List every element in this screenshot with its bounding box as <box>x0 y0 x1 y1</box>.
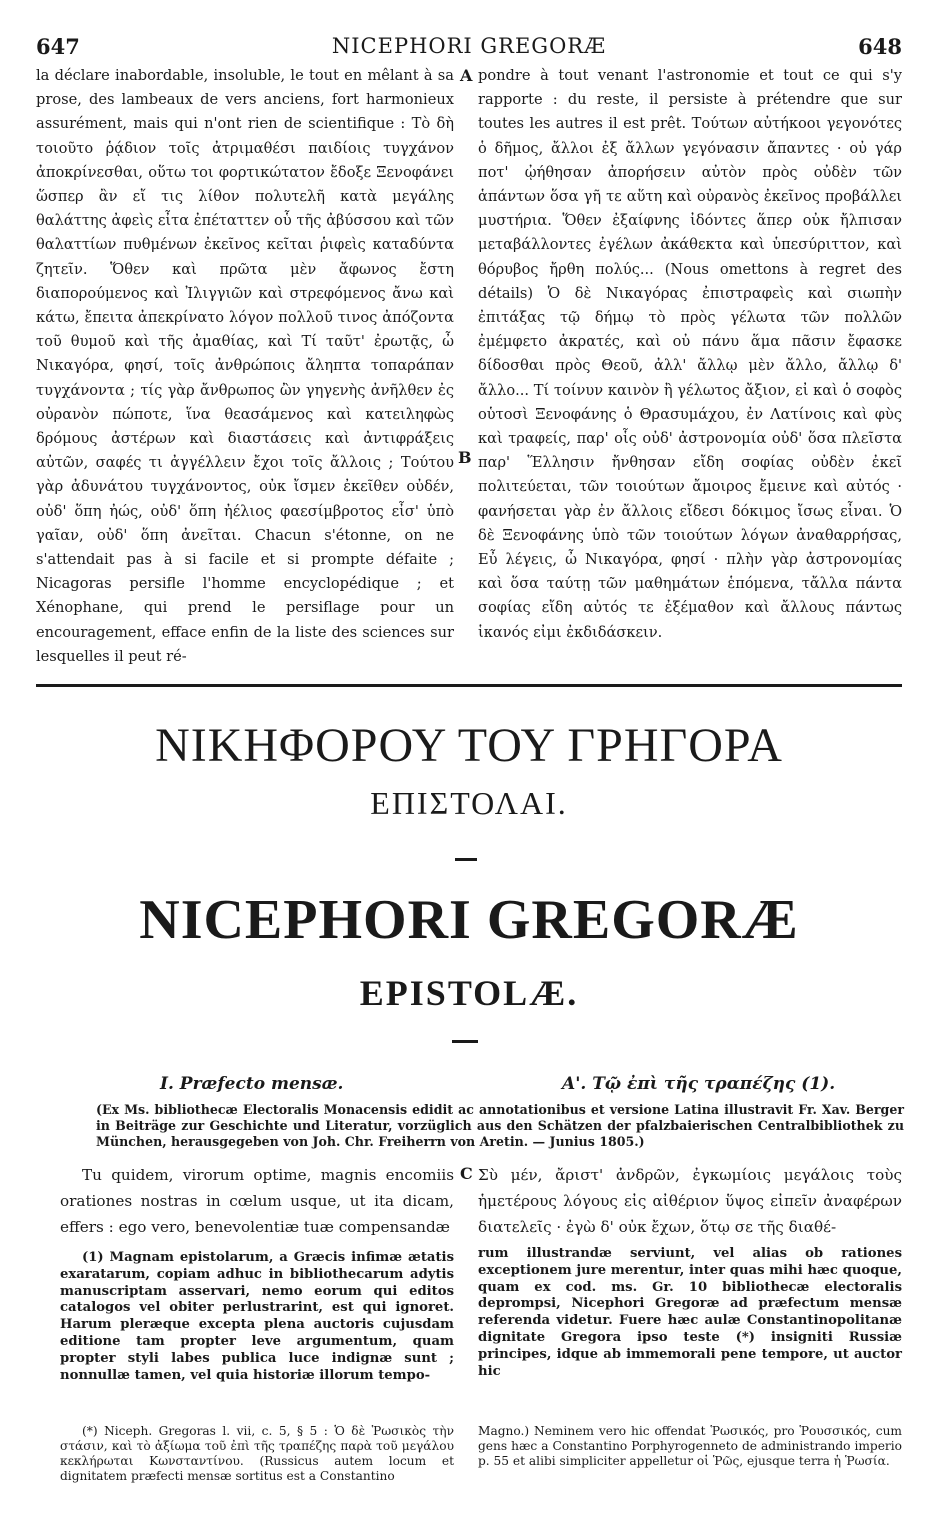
footnote-1-right <box>478 1246 902 1380</box>
footnote-2-left <box>60 1424 454 1484</box>
epistle-greek-column <box>478 1162 902 1240</box>
latin-title: NICEPHORI GREGORÆ <box>139 889 799 951</box>
short-rule-1 <box>455 858 477 861</box>
footnote-1-left <box>60 1250 454 1384</box>
margin-letter-c: C <box>460 1164 473 1183</box>
epistle-latin-column <box>60 1162 454 1240</box>
greek-subtitle: ΕΠΙΣΤΟΛΑΙ. <box>370 785 568 821</box>
top-right-paragraph: pondre à tout venant l'astronomie et tout ce qui s'y rapporte : du reste, il persiste à prétendre que sur toutes les autres il est prêt. Τούτων αὐτήκοοι γεγονότες ὁ δῆμος, ἄλλοι ἐξ ἄλλων γεγόνασιν ἄπαντες · οὐ γάρ ποτ' ᾠήθησαν ἀπορήσειν αὐτὸν πρὸς οὐδὲν τῶν ἁπάντων ὅσα γῆ τε αὕτη καὶ οὐρανὸς ἐκεῖνος προβάλλει μυστήρια. Ὅθεν ἐξαίφνης ἰδόντες ἅπερ οὐκ ἤλπισαν μεταβάλλοντες ἐγέλων ἀκάθεκτα καὶ ὑπεσύριττον, καὶ θόρυβος ἤρθη πολύς... (Nous omettons à regret des détails) Ὁ δὲ Νικαγόρας ἐπιστραφεὶς καὶ σιωπὴν ἐπιτάξας τῷ δήμῳ τὸ πρὸς γέλωτα τῶν πολλῶν ἐμέμφετο ἀκρατές, καὶ οὐ πάνυ ἅμα πᾶσιν ἔφασκε δίδοσθαι πρὸς Θεοῦ, ἀλλ' ἄλλῳ μὲν ἄλλο, ἄλλῳ δ' ἄλλο... Τί τοίνυν καινὸν ἢ γέλωτος ἄξιον, εἰ καὶ ὁ σοφὸς οὑτοσὶ Ξενοφάνης ὁ Θρασυμάχου, ἐν Λατίνοις καὶ φὺς καὶ τραφείς, παρ' οἷς οὐδ' ἀστρονομία οὐδ' ὅσα πλεῖστα παρ' Ἕλλησιν ἤνθησαν εἴδη σοφίας οὐδὲν ἐκεῖ πολιτεύεται, τῶν τοιούτων ἄμοιρος ἔμεινε καὶ αὐτός · φανήσεται γὰρ ἐν ἄλλοις εἴδεσι δόκιμος ἴσως εἶναι. Ὁ δὲ Ξενοφάνης ὑπὸ τῶν τοιούτων λόγων ἀναθαρρήσας, Εὖ λέγεις, ὦ Νικαγόρα, φησί · πλὴν γὰρ ἀστρονομίας καὶ ὅσα ταύτῃ τῶν μαθημάτων ἑπόμενα, τἄλλα πάντα σοφίας εἴδη αὐτός τε ἐξέμαθον καὶ ἄλλους πάντως ἱκανός εἰμι ἐκδιδάσκειν. <box>478 67 902 641</box>
footnote-1-right-text: rum illustrandæ serviunt, vel alias ob rationes exceptionem jure merentur, inter quas mihi hæc quoque, quam ex cod. ms. Gr. 10 bibliothecæ electoralis deprompsi, Nicephori Gregoræ ad præfectum mensæ referenda videtur. Fuere hæc aulæ Constantinopolitanæ dignitate Gregora ipso teste (*) insigniti Russiæ principes, idque ab immemorali pene tempore, ut auctor hic <box>478 1246 902 1379</box>
page-number-left: 647 <box>36 34 80 59</box>
greek-title: ΝΙΚΗΦΟΡΟΥ ΤΟΥ ΓΡΗΓΟΡΑ <box>155 719 783 772</box>
footnote-1-left-text: (1) Magnam epistolarum, a Græcis infimæ ætatis exaratarum, copiam adhuc in bibliothecarum adytis manuscriptam asservari, nemo eorum qui editos catalogos vel obiter perlustrarint, est qui ignoret. Harum pleræque excepta plena auctoris cujusdam editione tam propter leve argumentum, quam propter styli labes publica luce indignæ sunt ; nonnullæ tamen, vel quia historiæ illorum tempo- <box>60 1250 454 1383</box>
footnote-2-left-text: (*) Niceph. Gregoras l. vii, c. 5, § 5 : Ὁ δὲ Ῥωσικὸς τὴν στάσιν, καὶ τὸ ἀξίωμα τοῦ ἐπὶ τῆς τραπέζης παρὰ τοῦ μεγάλου κεκλήρωται Κωνσταντίνου. (Russicus autem locum et dignitatem præfecti mensæ sortitus est a Constantino <box>60 1424 454 1483</box>
section-divider <box>36 684 902 687</box>
short-rule-2 <box>452 1040 478 1043</box>
source-note: (Ex Ms. bibliothecæ Electoralis Monacensis edidit ac annotationibus et versione Latina illustravit Fr. Xav. Berger in Beiträge zur Geschichte und Literatur, vorzüglich aus den Schätzen der pfalzbaierischen Centralbibliothek zu München, herausgegeben von Joh. Chr. Freiherrn von Aretin. — Junius 1805.) <box>96 1102 904 1149</box>
footnote-2-right-text: Magno.) Neminem vero hic offendat Ῥωσικός, pro Ῥουσσικός, cum gens hæc a Constantino Porphyrogenneto de administrando imperio p. 55 et alibi simpliciter appelletur οἱ Ῥῶς, ejusque terra ἡ Ῥωσία. <box>478 1424 902 1468</box>
page-number-right: 648 <box>858 34 902 59</box>
margin-letter-a: A <box>460 66 473 85</box>
epistle-greek-text: Σὺ μέν, ἄριστ' ἀνδρῶν, ἐγκωμίοις μεγάλοις τοὺς ἡμετέρους λόγους εἰς αἰθέριον ὕψος εἰπεῖν ἀναφέρων διατελεῖς · ἐγὼ δ' οὐκ ἔχων, ὅτῳ σε τῆς διαθέ- <box>478 1166 902 1236</box>
running-title: NICEPHORI GREGORÆ <box>331 34 607 58</box>
margin-letter-b: B <box>458 448 472 467</box>
epistle-heading-greek: Α'. Τῷ ἐπὶ τῆς τραπέζης (1). <box>562 1074 836 1094</box>
latin-subtitle: EPISTOLÆ. <box>359 973 579 1013</box>
running-header <box>36 34 902 62</box>
epistle-heading-latin: I. Præfecto mensæ. <box>160 1074 344 1094</box>
top-left-column <box>36 64 454 669</box>
footnote-2-right <box>478 1424 902 1469</box>
top-right-column <box>478 64 902 645</box>
epistle-latin-text: Tu quidem, virorum optime, magnis encomiis orationes nostras in cœlum usque, ut ita dicam, effers : ego vero, benevolentiæ tuæ compensandæ <box>60 1166 454 1236</box>
top-left-paragraph: la déclare inabordable, insoluble, le tout en mêlant à sa prose, des lambeaux de vers anciens, fort harmonieux assurément, mais qui n'ont rien de scientifique : Τὸ δὴ τοιοῦτο ῥᾴδιον τοῖς ἀτριμαθέσι παιδίοις τυγχάνον ἀποκρίνεσθαι, οὕτω τοι φορτικώτατον ἔδοξε Ξενοφάνει ὥσπερ ἂν εἴ τις λίθον πολυτελῆ κατὰ μεγάλης θαλάττης ἀφεὶς εἶτα ἐπέταττεν οὗ τῆς ἀβύσσου καὶ τῶν θαλαττίων πυθμένων ἐκεῖνος κεῖται ῥιφεὶς καταδύντα ζητεῖν. Ὅθεν καὶ πρῶτα μὲν ἄφωνος ἔστη διαπορούμενος καὶ Ἰλιγγιῶν καὶ στρεφόμενος ἄνω καὶ κάτω, ἔπειτα ἀπεκρίνατο λόγον πολλοῦ τινος ἀπόζοντα τοῦ θυμοῦ καὶ τῆς ἀμαθίας, καὶ Τί ταῦτ' ἐρωτᾷς, ὦ Νικαγόρα, φησί, τοῖς ἀνθρώποις ἄληπτα τοπαράπαν τυγχάνοντα ; τίς γὰρ ἄνθρωπος ὢν γηγενὴς ἀνῆλθεν ἐς οὐρανὸν πώποτε, ἵνα θεασάμενος καὶ κατειληφὼς δρόμους ἀστέρων καὶ διαστάσεις καὶ ἀντιφράξεις αὐτῶν, σαφές τι ἀγγέλλειν ἔχοι τοῖς ἄλλοις ; Τούτου γὰρ ἀδυνάτου τυγχάνοντος, οὐκ ἴσμεν ἐκεῖθεν οὐδέν, οὐδ' ὅπη ἠώς, οὐδ' ὅπη ἠέλιος φαεσίμβροτος εἶσ' ὑπὸ γαῖαν, οὐδ' ὅπη ἀνεῖται. Chacun s'étonne, on ne s'attendait pas à si facile et si prompte défaite ; Nicagoras persifle l'homme encyclopédique ; et Xénophane, qui prend le persiflage pour un encouragement, efface enfin de la liste des sciences sur lesquelles il peut ré- <box>36 67 454 665</box>
